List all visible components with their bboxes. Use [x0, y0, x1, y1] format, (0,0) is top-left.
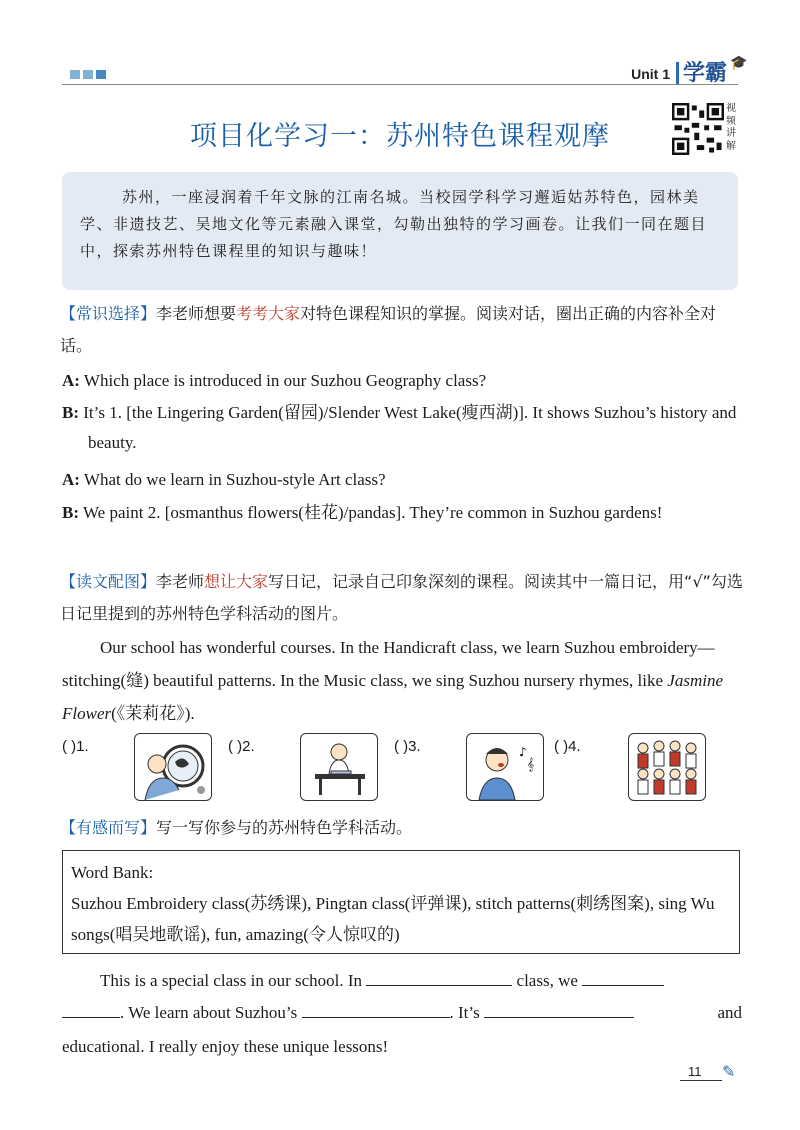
section-common-sense — [60, 298, 746, 362]
word-bank-heading: Word Bank: — [71, 863, 154, 882]
diary-paragraph: Our school has wonderful courses. In the Handicraft class, we learn Suzhou embroidery—stitching(缝) beautiful patterns. In the Music class, we sing Suzhou nursery rhymes, like Jasmine Flower(《茉莉花》). — [62, 638, 723, 723]
blank-activity-part1[interactable] — [582, 967, 664, 986]
word-bank-items: Suzhou Embroidery class(苏绣课), Pingtan class(评弹课), stitch patterns(刺绣图案), sing Wu songs(唱吴地歌谣), fun, amazing(令人惊叹的) — [71, 894, 715, 944]
blank-activity-part2[interactable] — [62, 999, 120, 1018]
header-rule — [62, 84, 738, 85]
option-1-checkbox[interactable]: ( )1. — [62, 738, 89, 755]
blank-feeling[interactable] — [484, 999, 634, 1018]
brand-logo: 学霸 — [683, 61, 728, 86]
highlight-text: 想让大家 — [204, 572, 269, 591]
dialogue-line: A: What do we learn in Suzhou-style Art class? — [62, 470, 386, 489]
option-4-checkbox[interactable]: ( )4. — [554, 738, 581, 755]
word-bank-box — [62, 850, 740, 954]
qr-label: 视频讲解 — [726, 103, 736, 152]
picture-embroidery-hoop — [134, 733, 212, 801]
writing-line-3: educational. I really enjoy these unique lessons! — [62, 1037, 389, 1056]
pencil-icon: ✎ — [722, 1062, 736, 1081]
section-tag: 【常识选择】 — [60, 304, 157, 323]
dialogue-line: A: Which place is introduced in our Suzhou Geography class? — [62, 371, 487, 390]
svg-text:♪: ♪ — [519, 745, 527, 759]
header-decoration — [70, 70, 106, 79]
svg-text:𝄞: 𝄞 — [527, 757, 535, 771]
section-text: 写一写你参与的苏州特色学科活动。 — [156, 818, 413, 837]
section-writing — [60, 812, 746, 844]
option-3-checkbox[interactable]: ( )3. — [394, 738, 421, 755]
picture-student-drawing — [300, 733, 378, 801]
graduation-cap-icon: 🎓 — [730, 55, 748, 71]
page-title: 项目化学习一：苏州特色课程观摩 — [190, 121, 610, 152]
unit-label: Unit 1 — [631, 66, 670, 82]
blank-topic[interactable] — [302, 999, 450, 1018]
option-2-checkbox[interactable]: ( )2. — [228, 738, 255, 755]
section-text: 写日记，记录自己印象深刻的课程。阅读其中一篇日记，用“√”勾选日记里提到的苏州特色学科活动的图片。 — [60, 572, 743, 623]
writing-line-2: . We learn about Suzhou’s . It’s and — [62, 996, 742, 1029]
intro-box — [62, 172, 738, 290]
qr-code-icon[interactable] — [672, 103, 724, 155]
section-reading-matching — [60, 566, 746, 630]
dialogue-line[interactable]: B: It’s 1. [the Lingering Garden(留园)/Slender West Lake(瘦西湖)]. It shows Suzhou’s history and beauty. — [62, 403, 737, 452]
section-tag: 【读文配图】 — [60, 572, 157, 591]
footer-rule — [680, 1080, 722, 1081]
dialogue-line[interactable]: B: We paint 2. [osmanthus flowers(桂花)/pandas]. They’re common in Suzhou gardens! — [62, 503, 663, 522]
picture-group-of-children — [628, 733, 706, 801]
section-text: 李老师想要 — [156, 304, 237, 323]
section-text: 对特色课程知识的掌握。阅读对话，圈出正确的内容补全对话。 — [60, 304, 717, 355]
highlight-text: 考考大家 — [236, 304, 301, 323]
page-number: 11 — [688, 1064, 702, 1079]
blank-class-name[interactable] — [366, 967, 512, 986]
intro-text: 苏州，一座浸润着千年文脉的江南名城。当校园学科学习邂逅姑苏特色，园林美学、非遗技艺、吴地文化等元素融入课堂，勾勒出独特的学习画卷。让我们一同在题目中，探索苏州特色课程里的知识与趣味！ — [80, 188, 708, 260]
picture-boy-singing — [466, 733, 544, 801]
brand-divider — [676, 62, 679, 84]
writing-line-1: This is a special class in our school. In class, we — [62, 964, 742, 997]
section-text: 李老师 — [156, 572, 205, 591]
section-tag: 【有感而写】 — [60, 818, 157, 837]
